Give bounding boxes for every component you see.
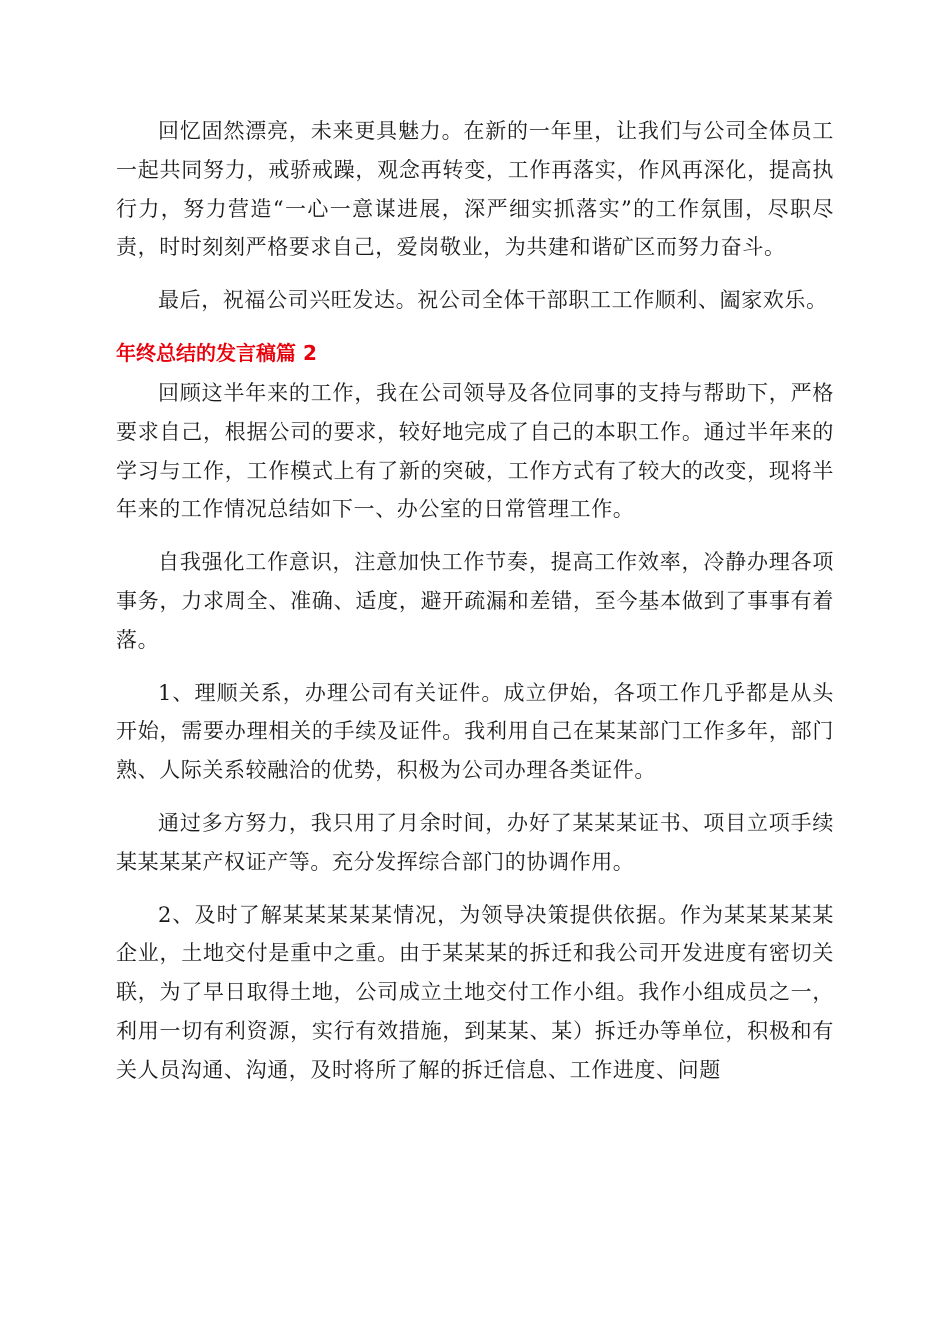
paragraph-closing-wishes: 最后，祝福公司兴旺发达。祝公司全体干部职工工作顺利、阖家欢乐。	[158, 288, 828, 313]
paragraph-memories: 回忆固然漂亮，未来更具魅力。在新的一年里，让我们与公司全体员工一起共同努力，戒骄戒躁，观念再转变，工作再落实，作风再深化，提高执行力，努力营造“一心一意谋进展，深严细实抓落实”的工作氛围，尽职尽责，时时刻刻严格要求自己，爱岗敬业，为共建和谐矿区而努力奋斗。	[116, 119, 834, 260]
paragraph-work-awareness: 自我强化工作意识，注意加快工作节奏，提高工作效率，冷静办理各项事务，力求周全、准确、适度，避开疏漏和差错，至今基本做到了事事有着落。	[116, 550, 834, 652]
paragraph-efforts: 通过多方努力，我只用了月余时间，办好了某某某证书、项目立项手续某某某某产权证产等。充分发挥综合部门的协调作用。	[116, 810, 834, 874]
section-heading: 年终总结的发言稿篇 2	[116, 340, 317, 365]
document-body	[116, 112, 834, 1104]
paragraph-review: 回顾这半年来的工作，我在公司领导及各位同事的支持与帮助下，严格要求自己，根据公司的要求，较好地完成了自己的本职工作。通过半年来的学习与工作，工作模式上有了新的突破，工作方式有了较大的改变，现将半年来的工作情况总结如下一、办公室的日常管理工作。	[116, 380, 834, 522]
paragraph-item-2: 2、及时了解某某某某某情况，为领导决策提供依据。作为某某某某某企业，土地交付是重中之重。由于某某某的拆迁和我公司开发进度有密切关联，为了早日取得土地，公司成立土地交付工作小组。我作小组成员之一，利用一切有利资源，实行有效措施，到某某、某）拆迁办等单位，积极和有关人员沟通、沟通，及时将所了解的拆迁信息、工作进度、问题	[116, 902, 834, 1082]
paragraph-item-1: 1、理顺关系，办理公司有关证件。成立伊始，各项工作几乎都是从头开始，需要办理相关的手续及证件。我利用自己在某某部门工作多年，部门熟、人际关系较融洽的优势，积极为公司办理各类证件。	[116, 680, 834, 783]
